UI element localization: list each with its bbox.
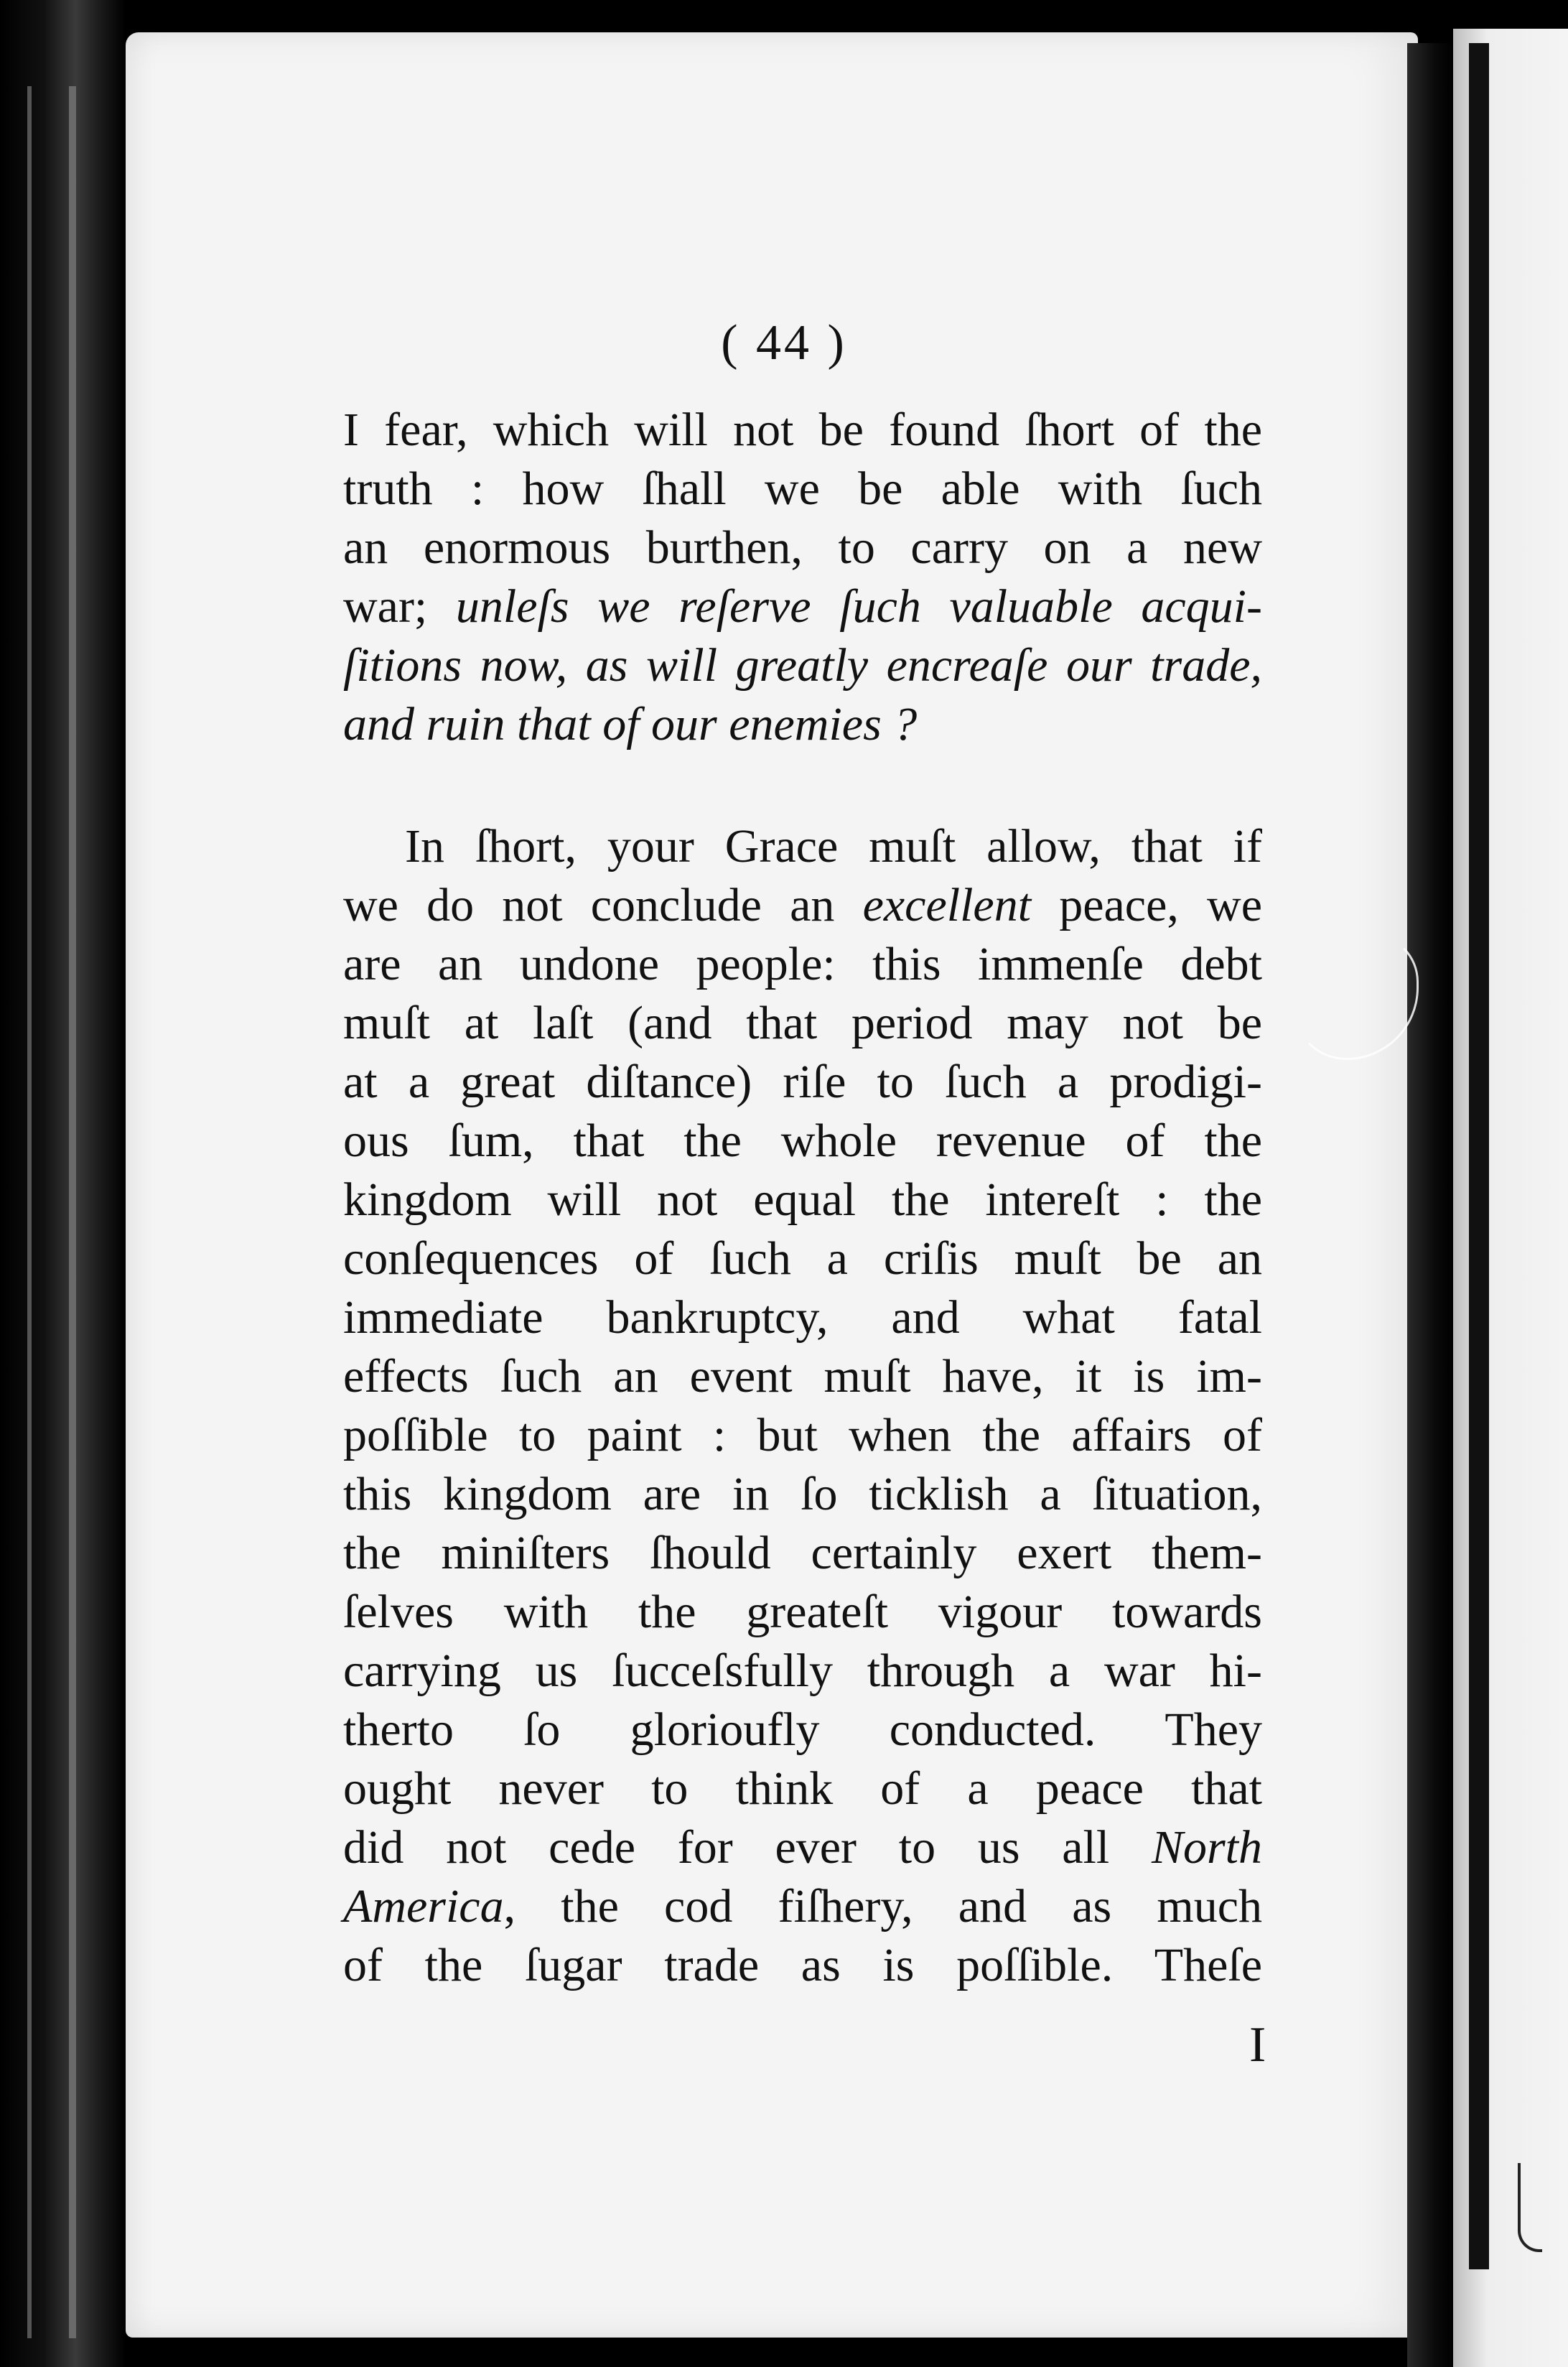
page-fold-shadow — [1407, 43, 1453, 2367]
text-line: carrying us ſucceſsfully through a war hi- — [343, 1645, 1262, 1697]
paragraph-2 — [343, 817, 1262, 1995]
page-curl-mark — [1518, 2163, 1542, 2252]
text-line: immediate bankruptcy, and what fatal — [343, 1291, 1262, 1344]
text-line: truth : how ſhall we be able with ſuch — [343, 462, 1262, 515]
text-line: an enormous burthen, to carry on a new — [343, 521, 1262, 574]
text-line: of the ſugar trade as is poſſible. Theſe — [343, 1939, 1262, 1991]
text-line: muſt at laſt (and that period may not be — [343, 997, 1262, 1049]
text-line: we do not conclude an excellent peace, we — [343, 879, 1262, 931]
text-line: at a great diſtance) riſe to ſuch a prodigi- — [343, 1056, 1262, 1108]
paragraph-1 — [343, 401, 1262, 754]
catchword: I — [1249, 2017, 1266, 2073]
text-line: and ruin that of our enemies ? — [343, 698, 918, 750]
text-line: this kingdom are in ſo ticklish a ſituation, — [343, 1468, 1262, 1520]
page-number-header: ( 44 ) — [721, 315, 847, 371]
text-line: are an undone people: this immenſe debt — [343, 938, 1262, 990]
text-line: the miniſters ſhould certainly exert them- — [343, 1527, 1262, 1579]
text-line: therto ſo glorioufly conducted. They — [343, 1703, 1262, 1756]
gutter-stripe — [27, 86, 32, 2338]
text-line: ought never to think of a peace that — [343, 1762, 1262, 1815]
text-line: kingdom will not equal the intereſt : the — [343, 1173, 1262, 1226]
text-line: ſelves with the greateſt vigour towards — [343, 1586, 1262, 1638]
text-line: America, the cod fiſhery, and as much — [343, 1880, 1262, 1933]
text-line: poſſible to paint : but when the affairs of — [343, 1409, 1262, 1461]
text-line: I fear, which will not be found ſhort of the — [343, 404, 1262, 456]
text-line: did not cede for ever to us all North — [343, 1821, 1262, 1874]
next-page-gutter — [1469, 43, 1489, 2269]
next-page-edge — [1453, 29, 1568, 2367]
text-line: conſequences of ſuch a criſis muſt be an — [343, 1232, 1262, 1285]
text-line: effects ſuch an event muſt have, it is im- — [343, 1350, 1262, 1403]
text-line: In ſhort, your Grace muſt allow, that if — [405, 820, 1262, 873]
text-line: ſitions now, as will greatly encreaſe our trade, — [343, 639, 1262, 692]
gutter-stripe — [69, 86, 76, 2338]
text-line: ous ſum, that the whole revenue of the — [343, 1115, 1262, 1167]
text-line: war; unleſs we reſerve ſuch valuable acqui- — [343, 580, 1263, 633]
